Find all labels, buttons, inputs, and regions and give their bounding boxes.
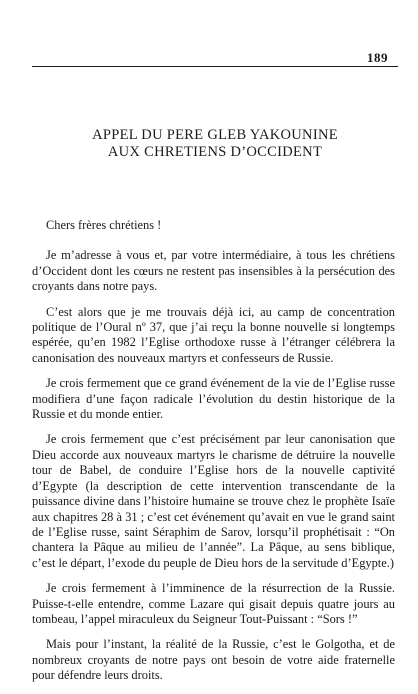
letter-body — [32, 218, 395, 694]
header-rule — [32, 66, 398, 67]
paragraph: Je crois fermement à l’imminence de la résurrection de la Russie. Puisse-t-elle entendre, comme Lazare qui gisait depuis quatre jours au tombeau, l’appel miraculeux du Seigneur Tout-Puissant : “Sors !” — [32, 581, 395, 626]
page-number: 189 — [367, 50, 388, 65]
paragraph: Je crois fermement que c’est précisément par leur canonisation que Dieu accorde aux nouveaux martyrs le charisme de détruire la nouvelle tour de Babel, de conduire l’Eglise hors de la nouvelle captivité d’Egypte (la description de cette intervention transcendante de la puissance divine dans l’histoire humaine se trouve chez le prophète Isaïe aux chapitres 28 à 31 ; c’est cet événement qu’avait en vue le grand saint de l’Eglise russe, saint Séraphim de Sarov, lorsqu’il prophétisait : “On chantera la Pâque au milieu de l’année”. La Pâque, au sens biblique, c’est le départ, l’exode du peuple de Dieu hors de la servitude d’Egypte.) — [32, 432, 395, 570]
title-line-2: AUX CHRETIENS D’OCCIDENT — [107, 144, 323, 160]
paragraph: Mais pour l’instant, la réalité de la Russie, c’est le Golgotha, et de nombreux croyants de notre pays ont besoin de votre aide fraternelle pour défendre leurs droits. — [32, 637, 395, 683]
salutation: Chers frères chrétiens ! — [46, 218, 162, 232]
paragraph: C’est alors que je me trouvais déjà ici, au camp de concentration politique de l’Oural nº 37, que j’ai reçu la bonne nouvelle si longtemps espérée, qu’en 1982 l’Eglise orthodoxe russe à l’étranger célébrera la canonisation des nouveaux martyrs et confesseurs de Russie. — [32, 304, 395, 365]
paragraph: Je m’adresse à vous et, par votre intermédiaire, à tous les chrétiens d’Occident dont les cœurs ne restent pas insensibles à la persécution des croyants dans notre pays. — [32, 248, 395, 294]
document-title — [32, 127, 398, 161]
paragraph: Je crois fermement que ce grand événement de la vie de l’Eglise russe modifiera d’une façon radicale l’évolution du destin historique de la Russie et du monde entier. — [32, 376, 395, 422]
title-line-1: APPEL DU PERE GLEB YAKOUNINE — [92, 127, 338, 143]
